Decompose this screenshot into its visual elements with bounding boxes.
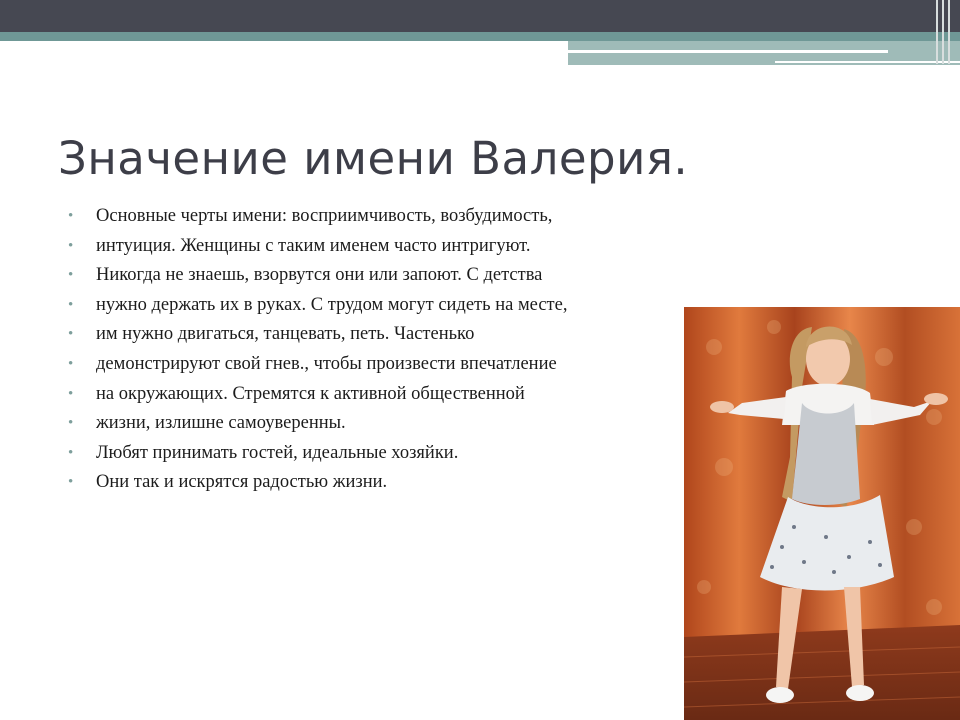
bullet-item: • на окружающих. Стремятся к активной общественной [68, 380, 567, 410]
bullet-dot: • [68, 208, 74, 224]
bullet-dot: • [68, 237, 74, 254]
bullet-dot: • [68, 355, 74, 372]
bullet-dot: • [68, 267, 74, 284]
slide-title: Значение имени Валерия. [58, 132, 689, 185]
bullet-item: • Никогда не знаешь, взорвутся они или запоют. С детства [68, 261, 567, 291]
bullet-item: • Основные черты имени: восприимчивость, возбудимость, [68, 202, 567, 232]
bullet-dot: • [68, 474, 74, 491]
bullet-item: • Любят принимать гостей, идеальные хозяйки. [68, 439, 567, 469]
bullet-list [68, 202, 567, 498]
bullet-item: • демонстрируют свой гнев., чтобы произвести впечатление [68, 350, 567, 380]
corner-decor-lines [930, 0, 960, 64]
teal-decor-band [0, 32, 960, 41]
bullet-item: • жизни, излишне самоуверенны. [68, 409, 567, 439]
top-decor-bar [0, 0, 960, 32]
bullet-dot: • [68, 415, 74, 432]
bullet-dot: • [68, 444, 74, 461]
photo-illustration [684, 307, 960, 720]
bullet-item: • Они так и искрятся радостью жизни. [68, 468, 567, 498]
girl-photo [684, 307, 960, 720]
bullet-item: • нужно держать их в руках. С трудом могут сидеть на месте, [68, 291, 567, 321]
bullet-dot: • [68, 296, 74, 313]
bullet-dot: • [68, 385, 74, 402]
bullet-item: • им нужно двигаться, танцевать, петь. Частенько [68, 320, 567, 350]
bullet-dot: • [68, 326, 74, 343]
bullet-item: • интуиция. Женщины с таким именем часто интригуют. [68, 232, 567, 262]
decor-line [568, 50, 888, 53]
